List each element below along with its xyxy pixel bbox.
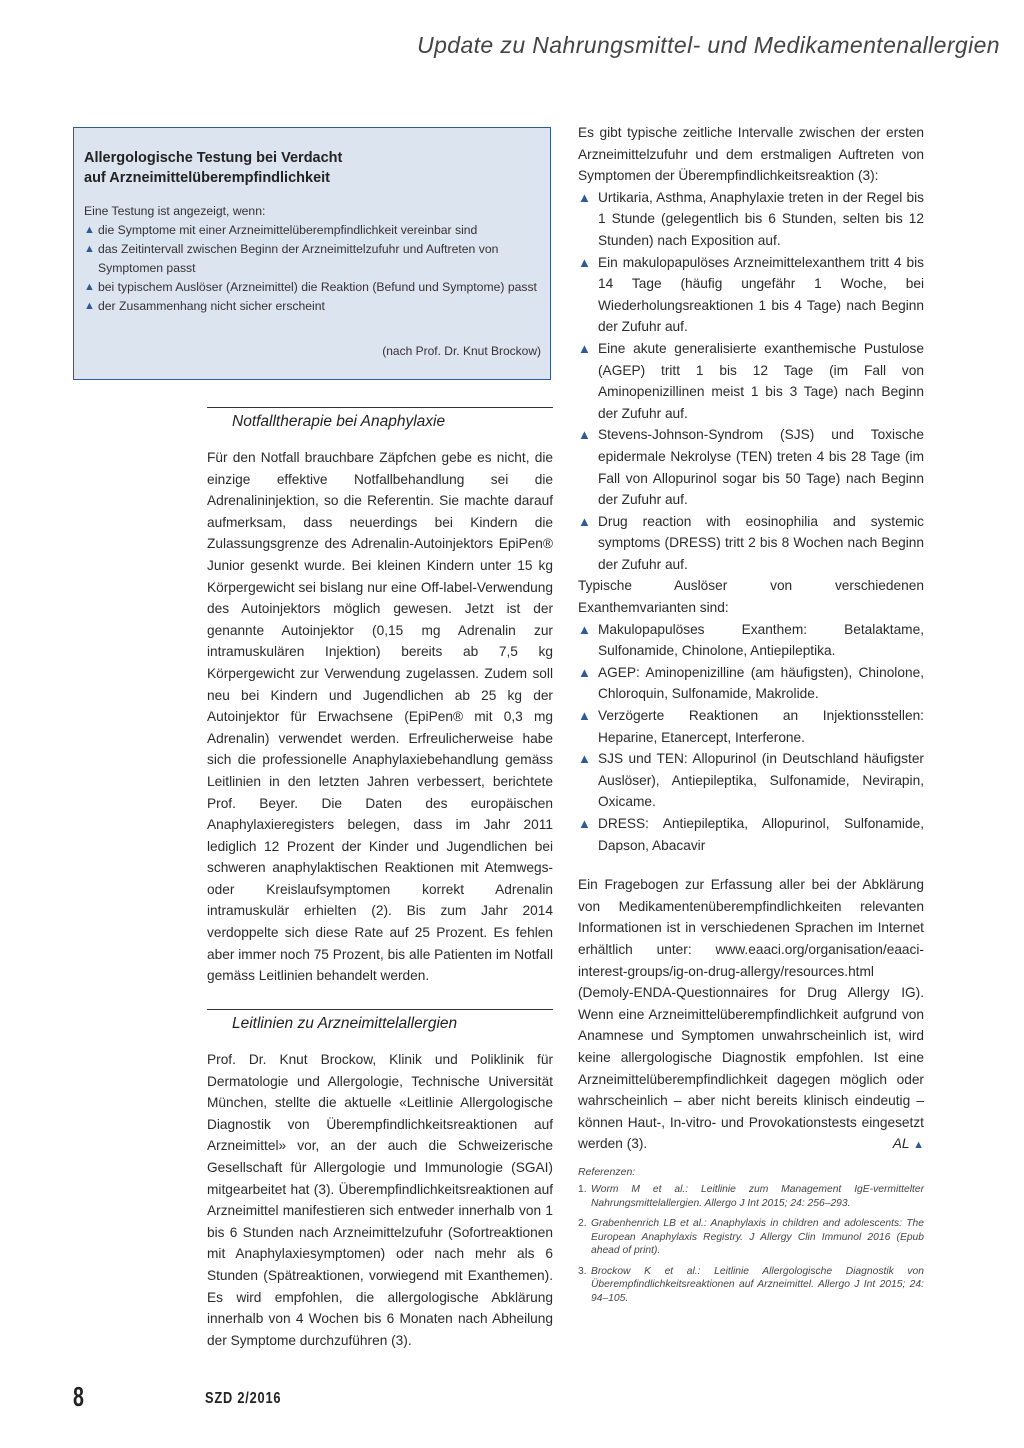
left-section-guidelines bbox=[207, 1009, 553, 1351]
triangle-up-icon: ▲ bbox=[578, 254, 591, 270]
triangle-up-icon: ▲ bbox=[578, 189, 591, 205]
reference-item: 3. Brockow K et al.: Leitlinie Allergologische Diagnostik von Überempfindlichkeitsreaktionen auf Arzneimittel. Allergo J Int 2015; 24: 94–105. bbox=[578, 1265, 924, 1305]
triangle-up-icon: ▲ bbox=[578, 340, 591, 356]
list-item: ▲ Ein makulopapulöses Arzneimittelexanthem tritt 4 bis 14 Tage (häufig ungefähr 1 Woche, bei Wiederholungsreaktionen 1 bis 4 Tage) nach Beginn der Zufuhr auf. bbox=[578, 252, 924, 338]
paragraph: Ein Fragebogen zur Erfassung aller bei der Abklärung von Medikamentenüberempfindlichkeiten relevanten Informationen ist in verschiedenen Sprachen im Internet erhältlich unter: www.eaaci.org/organisation/eaaci-interest-groups/ig-on-drug-allergy/resources.html (Demoly-ENDA-Questionnaires for Drug Allergy IG). Wenn eine Arzneimittelüberempfindlichkeit aufgrund von Anamnese und Symptomen unwahrscheinlich ist, wird keine allergologische Diagnostik empfohlen. Ist eine Arzneimittelüberempfindlichkeit dagegen möglich oder wahrscheinlich – aber nicht bereits klinisch eindeutig – können Haut-, In-vitro- und Provokationstests eingesetzt werden (3). AL ▲ bbox=[578, 874, 924, 1155]
triangle-up-icon: ▲ bbox=[913, 1139, 924, 1152]
page-number: 8 bbox=[73, 1381, 84, 1412]
list-item: ▲ der Zusammenhang nicht sicher erscheint bbox=[84, 297, 540, 316]
triangle-up-icon: ▲ bbox=[578, 708, 591, 724]
triangle-up-icon: ▲ bbox=[578, 664, 591, 680]
list-item: ▲ Urtikaria, Asthma, Anaphylaxie treten in der Regel bis 1 Stunde (gelegentlich bis 6 Stunden, selten bis 12 Stunden) nach Exposition auf. bbox=[578, 187, 924, 252]
box-title-line1: Allergologische Testung bei Verdacht bbox=[84, 150, 343, 166]
triangle-up-icon: ▲ bbox=[578, 816, 591, 831]
triangle-up-icon: ▲ bbox=[578, 427, 591, 443]
triangle-up-icon: ▲ bbox=[84, 224, 95, 236]
list-item: ▲ die Symptome mit einer Arzneimittelüberempfindlichkeit vereinbar sind bbox=[84, 221, 540, 240]
list-item: ▲ Stevens-Johnson-Syndrom (SJS) und Toxische epidermale Nekrolyse (TEN) treten 4 bis 28 Tage (im Fall von Allopurinol sogar bis 50 Tage) nach Beginn der Zufuhr auf. bbox=[578, 424, 924, 510]
paragraph: Für den Notfall brauchbare Zäpfchen gebe es nicht, die einzige effektive Notfallbehandlung sei die Adrenalininjektion, so die Referentin. Sie machte darauf aufmerksam, dass neuerdings bei Kindern die Zulassungsgrenze des Adrenalin-Autoinjektors EpiPen® Junior gesenkt wurde. Bei kleinen Kindern unter 15 kg Körpergewicht sei bislang nur eine Off-label-Verwendung des Autoinjektors möglich gewesen. Jetzt ist der genannte Autoinjektor (0,15 mg Adrenalin zur intramuskulären Injektion) bereits ab 7,5 kg Körpergewicht zur Verwendung zugelassen. Zudem soll neu bei Kindern und Jugendlichen ab 25 kg der Autoinjektor für Erwachsene (EpiPen® mit 0,3 mg Adrenalin) verwendet werden. Erfreulicherweise habe sich die professionelle Anaphylaxiebehandlung gemäss Leitlinien in den letzten Jahren verbessert, berichtete Prof. Beyer. Die Daten des europäischen Anaphylaxieregisters belegen, dass im Jahr 2011 lediglich 12 Prozent der Kinder und Jugendlichen bei schweren anaphylaktischen Reaktionen mit Atemwegs- oder Kreislaufsymptomen korrekt Adrenalin intramuskulär erhielten (2). Bis zum Jahr 2014 verdoppelte sich diese Rate auf 25 Prozent. Es fehlen aber immer noch 75 Prozent, bis alle Patienten im Notfall gemäss Leitlinien behandelt werden. bbox=[207, 450, 553, 984]
paragraph: Es gibt typische zeitliche Intervalle zwischen der ersten Arzneimittelzufuhr und dem erstmaligen Auftreten von Symptomen der Überempfindlichkeitsreaktion (3): bbox=[578, 125, 924, 184]
box-title-line2: auf Arzneimittelüberempfindlichkeit bbox=[84, 170, 330, 186]
left-section-emergency bbox=[207, 407, 553, 987]
list-item: ▲ Eine akute generalisierte exanthemische Pustulose (AGEP) tritt 1 bis 12 Tage (im Fall von Aminopenizillinen meist 1 bis 3 Tage) nach Beginn der Zufuhr auf. bbox=[578, 338, 924, 424]
list-item: ▲ Drug reaction with eosinophilia and systemic symptoms (DRESS) tritt 2 bis 8 Wochen nach Beginn der Zufuhr auf. bbox=[578, 511, 924, 576]
references-list bbox=[578, 1183, 924, 1306]
list-item: ▲ SJS und TEN: Allopurinol (in Deutschland häufigster Auslöser), Antiepileptika, Sulfonamide, Nevirapin, Oxicame. bbox=[578, 748, 924, 813]
box-credit: (nach Prof. Dr. Knut Brockow) bbox=[382, 344, 541, 358]
triangle-up-icon: ▲ bbox=[578, 621, 591, 637]
issue-label: SZD 2/2016 bbox=[205, 1390, 282, 1407]
paragraph: Typische Auslöser von verschiedenen Exanthemvarianten sind: bbox=[578, 578, 924, 616]
paragraph: Prof. Dr. Knut Brockow, Klinik und Poliklinik für Dermatologie und Allergologie, Technische Universität München, stellte die aktuelle «Leitlinie Allergologische Diagnostik von Überempfindlichkeitsreaktionen auf Arzneimittel» vor, an der auch die Schweizerische Gesellschaft für Allergologie und Immunologie (SGAI) mitgearbeitet hat (3). Überempfindlichkeitsreaktionen auf Arzneimittel manifestieren sich entweder innerhalb von 1 bis 6 Stunden nach Arzneimittelzufuhr (Sofortreaktionen mit Anaphylaxiesymptomen) oder nach mehr als 6 Stunden (Spätreaktionen, vorwiegend mit Exanthemen). Es wird empfohlen, die allergologische Abklärung innerhalb von 4 Wochen bis 6 Monaten nach Abheilung der Symptome durchzuführen (3). bbox=[207, 1052, 553, 1348]
triangle-up-icon: ▲ bbox=[84, 281, 95, 293]
references-label: Referenzen: bbox=[578, 1165, 636, 1178]
box-list bbox=[84, 221, 540, 316]
box-intro: Eine Testung ist angezeigt, wenn: bbox=[84, 204, 266, 218]
triangle-up-icon: ▲ bbox=[578, 513, 591, 529]
list-item: ▲ bei typischem Auslöser (Arzneimittel) die Reaktion (Befund und Symptome) passt bbox=[84, 278, 540, 297]
list-item: ▲ DRESS: Antiepileptika, Allopurinol, Sulfonamide, Dapson, Abacavir bbox=[578, 813, 924, 856]
running-header: Update zu Nahrungsmittel- und Medikamentenallergien bbox=[417, 32, 1000, 58]
reference-item: 2. Grabenhenrich LB et al.: Anaphylaxis in children and adolescents: The European Anaphylaxis Registry. J Allergy Clin Immunol 2016 (Epub ahead of print). bbox=[578, 1218, 924, 1257]
section-heading: Leitlinien zu Arzneimittelallergien bbox=[207, 1009, 553, 1035]
list-item: ▲ Verzögerte Reaktionen an Injektionsstellen: Heparine, Etanercept, Interferone. bbox=[578, 705, 924, 748]
right-column bbox=[578, 122, 924, 1313]
list-item: ▲ AGEP: Aminopenizilline (am häufigsten), Chinolone, Chloroquin, Sulfonamide, Makrolide. bbox=[578, 662, 924, 705]
interval-list bbox=[578, 187, 924, 576]
list-item: ▲ das Zeitintervall zwischen Beginn der Arzneimittelzufuhr und Auftreten von Symptomen passt bbox=[84, 242, 499, 275]
author-signoff: AL ▲ bbox=[892, 1136, 924, 1152]
reference-item: 1. Worm M et al.: Leitlinie zum Management IgE-vermittelter Nahrungsmittelallergien. Allergo J Int 2015; 24: 256–293. bbox=[578, 1183, 924, 1209]
section-heading: Notfalltherapie bei Anaphylaxie bbox=[207, 407, 553, 433]
list-item: ▲ Makulopapulöses Exanthem: Betalaktame, Sulfonamide, Chinolone, Antiepileptika. bbox=[578, 619, 924, 662]
trigger-list bbox=[578, 619, 924, 857]
triangle-up-icon: ▲ bbox=[84, 243, 95, 255]
triangle-up-icon: ▲ bbox=[84, 300, 95, 312]
triangle-up-icon: ▲ bbox=[578, 751, 591, 767]
info-box bbox=[73, 127, 551, 380]
